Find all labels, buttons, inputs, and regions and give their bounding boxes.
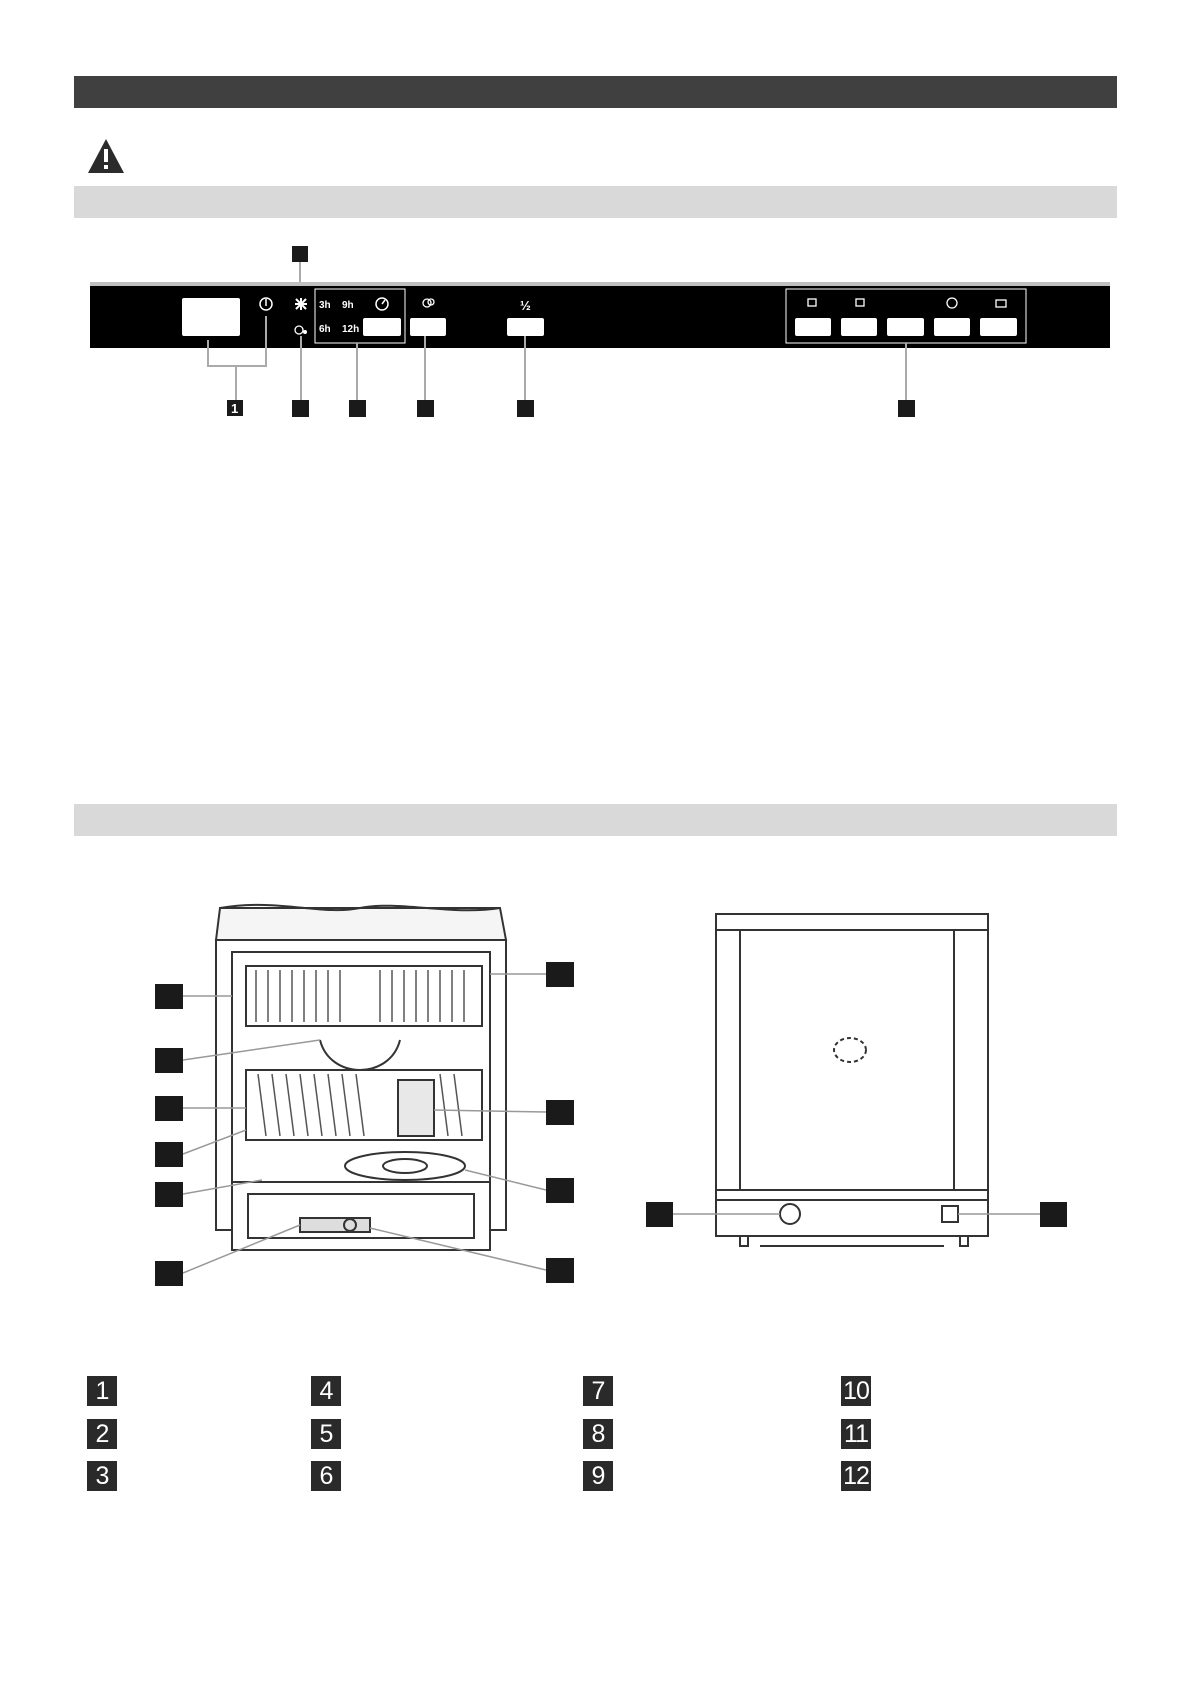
callout-front-1 xyxy=(155,984,183,1009)
callout-rear-12 xyxy=(1040,1202,1067,1227)
timer-9h: 9h xyxy=(342,300,354,311)
legend-number-5: 5 xyxy=(311,1419,341,1449)
warning-triangle-icon xyxy=(86,137,126,175)
half-load-button[interactable] xyxy=(507,318,544,336)
legend-number-11: 11 xyxy=(841,1419,871,1449)
callout-front-10 xyxy=(546,1258,574,1283)
callout-box-6 xyxy=(898,400,915,417)
timer-6h: 6h xyxy=(319,324,331,335)
legend-number-4: 4 xyxy=(311,1376,341,1406)
legend-number-6: 6 xyxy=(311,1461,341,1491)
callout-front-7 xyxy=(546,962,574,987)
program-button-3[interactable] xyxy=(887,318,924,336)
callout-front-6 xyxy=(155,1261,183,1286)
header-bar xyxy=(74,76,1117,108)
legend-number-12: 12 xyxy=(841,1461,871,1491)
callout-front-2 xyxy=(155,1048,183,1073)
callout-box-5 xyxy=(517,400,534,417)
appliance-diagram xyxy=(0,880,1191,1360)
legend-number-2: 2 xyxy=(87,1419,117,1449)
program-button-5[interactable] xyxy=(980,318,1017,336)
section-bar-appliance xyxy=(74,804,1117,836)
legend-number-10: 10 xyxy=(841,1376,871,1406)
rear-view xyxy=(716,914,988,1246)
callout-box-top xyxy=(292,246,308,262)
callout-number-1: 1 xyxy=(231,401,239,416)
callout-front-9 xyxy=(546,1178,574,1203)
legend-number-7: 7 xyxy=(583,1376,613,1406)
callout-rear-11 xyxy=(646,1202,673,1227)
callout-front-4 xyxy=(155,1142,183,1167)
snowflake-icon xyxy=(295,298,307,310)
half-load-symbol: ½ xyxy=(520,298,531,313)
control-panel xyxy=(90,286,1110,348)
timer-12h: 12h xyxy=(342,324,360,335)
callout-front-8 xyxy=(546,1100,574,1125)
callout-box-2 xyxy=(292,400,309,417)
legend-number-9: 9 xyxy=(583,1461,613,1491)
callout-front-3 xyxy=(155,1096,183,1121)
callout-front-5 xyxy=(155,1182,183,1207)
legend-number-8: 8 xyxy=(583,1419,613,1449)
callout-box-4 xyxy=(417,400,434,417)
legend-number-1: 1 xyxy=(87,1376,117,1406)
timer-3h: 3h xyxy=(319,300,331,311)
display xyxy=(182,298,240,336)
option-button[interactable] xyxy=(410,318,446,336)
front-view xyxy=(216,905,506,1250)
program-button-1[interactable] xyxy=(795,318,831,336)
program-button-4[interactable] xyxy=(934,318,970,336)
section-bar-control-panel xyxy=(74,186,1117,218)
delay-button[interactable] xyxy=(363,318,401,336)
program-button-2[interactable] xyxy=(841,318,877,336)
control-panel-diagram xyxy=(0,230,1191,430)
legend-number-3: 3 xyxy=(87,1461,117,1491)
callout-box-3 xyxy=(349,400,366,417)
